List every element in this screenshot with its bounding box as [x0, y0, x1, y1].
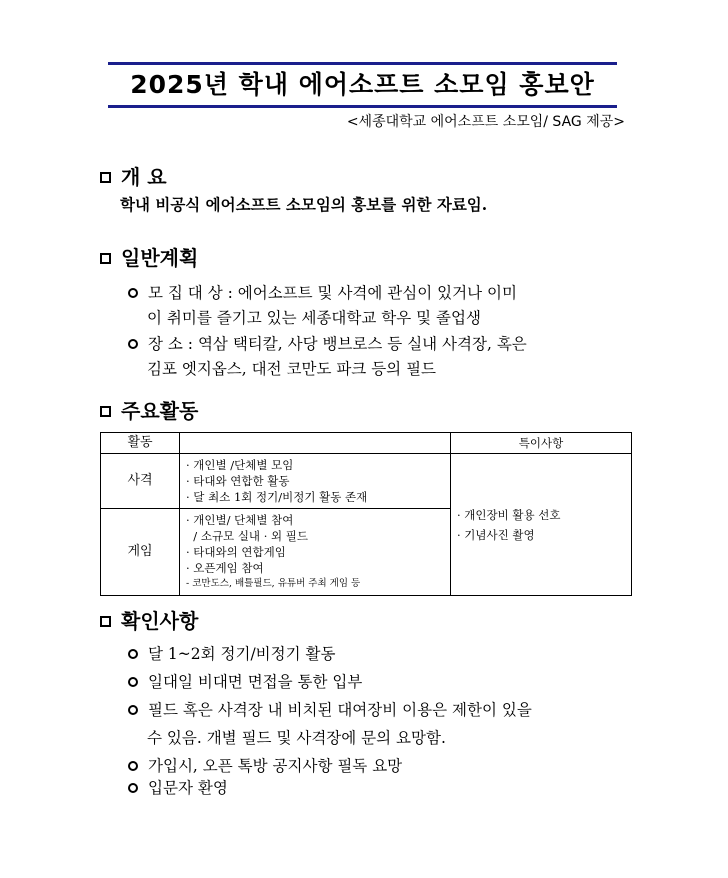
table-header-activity: 활동 — [101, 433, 180, 454]
square-bullet-icon — [100, 406, 111, 417]
table-item-note: - 코만도스, 배틀필드, 유튜버 주최 게임 등 — [186, 578, 361, 589]
title-block — [108, 62, 617, 108]
section-heading-text: 개 요 — [121, 165, 167, 189]
table-cell-items — [180, 509, 451, 596]
title-rule-bottom — [108, 105, 617, 108]
list-item-continuation: 이 취미를 즐기고 있는 세종대학교 학우 및 졸업생 — [147, 309, 481, 327]
section-overview-heading — [100, 165, 167, 189]
section-heading-text: 확인사항 — [121, 609, 199, 633]
section-heading-text: 주요활동 — [121, 399, 199, 423]
table-item: / 소규모 실내 · 외 필드 — [186, 529, 308, 543]
list-item: 필드 혹은 사격장 내 비치된 대여장비 이용은 제한이 있을 — [128, 697, 532, 723]
circle-bullet-icon — [128, 705, 138, 715]
table-note: · 개인장비 활용 선호 — [457, 507, 561, 522]
circle-bullet-icon — [128, 649, 138, 659]
list-item-continuation: 김포 엣지옵스, 대전 코만도 파크 등의 필드 — [147, 360, 437, 378]
table-cell-category: 사격 — [101, 454, 180, 509]
table-note: · 기념사진 촬영 — [457, 527, 535, 542]
activities-table — [100, 432, 632, 596]
square-bullet-icon — [100, 172, 111, 183]
table-item: · 달 최소 1회 정기/비정기 활동 존재 — [186, 490, 368, 504]
table-item: · 개인별/ 단체별 참여 — [186, 513, 294, 527]
square-bullet-icon — [100, 616, 111, 627]
list-item: 모 집 대 상 : 에어소프트 및 사격에 관심이 있거나 이미 — [128, 280, 517, 306]
circle-bullet-icon — [128, 288, 138, 298]
overview-text: 학내 비공식 에어소프트 소모임의 홍보를 위한 자료임. — [120, 195, 488, 214]
table-header-row — [101, 433, 632, 454]
square-bullet-icon — [100, 253, 111, 264]
table-cell-category: 게임 — [101, 509, 180, 596]
list-item-continuation: 수 있음. 개별 필드 및 사격장에 문의 요망함. — [147, 729, 446, 747]
table-item: · 타대와의 연합게임 — [186, 545, 286, 559]
list-item: 달 1~2회 정기/비정기 활동 — [128, 641, 335, 667]
page-title: 2025년 학내 에어소프트 소모임 홍보안 — [130, 70, 595, 99]
list-item: 일대일 비대면 면접을 통한 입부 — [128, 669, 362, 695]
list-item: 장 소 : 역삼 택티칼, 사당 뱅브로스 등 실내 사격장, 혹은 — [128, 331, 527, 357]
list-item: 입문자 환영 — [128, 775, 228, 801]
table-item: · 개인별 /단체별 모임 — [186, 458, 294, 472]
list-item: 가입시, 오픈 톡방 공지사항 필독 요망 — [128, 753, 402, 779]
section-main-activities-heading — [100, 399, 198, 423]
section-heading-text: 일반계획 — [121, 246, 199, 270]
table-row — [101, 454, 632, 509]
table-header-middle — [180, 433, 451, 454]
table-header-notes: 특이사항 — [451, 433, 632, 454]
section-checklist-heading — [100, 609, 198, 633]
section-general-plan-heading — [100, 246, 198, 270]
table-cell-items — [180, 454, 451, 509]
circle-bullet-icon — [128, 783, 138, 793]
circle-bullet-icon — [128, 677, 138, 687]
table-item: · 오픈게임 참여 — [186, 561, 264, 575]
circle-bullet-icon — [128, 761, 138, 771]
page-subtitle: <세종대학교 에어소프트 소모임/ SAG 제공> — [346, 114, 625, 130]
circle-bullet-icon — [128, 339, 138, 349]
table-item: · 타대와 연합한 활동 — [186, 474, 290, 488]
table-cell-notes — [451, 454, 632, 596]
